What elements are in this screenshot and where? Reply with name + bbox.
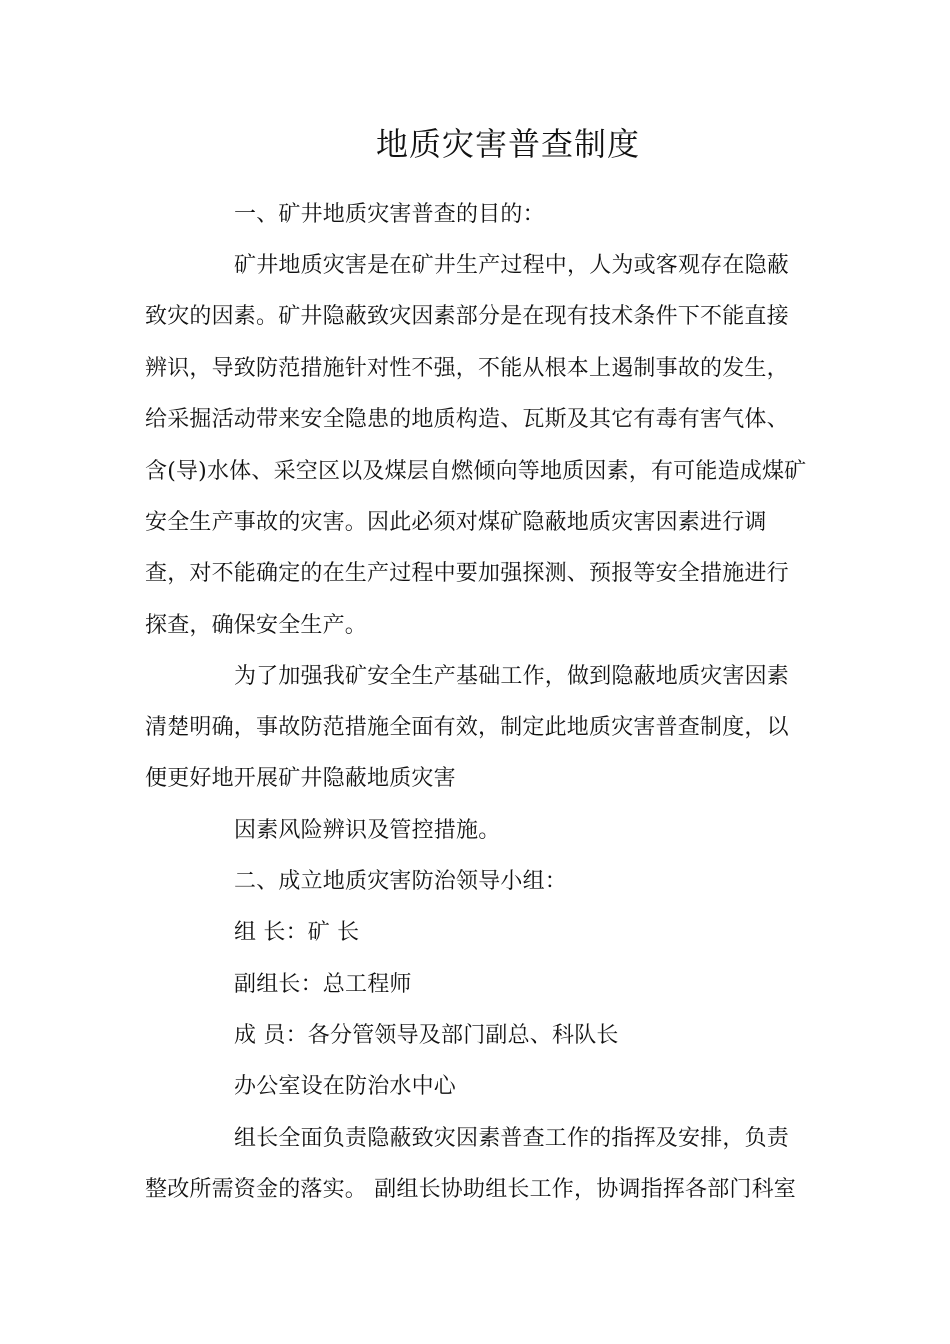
document-title: 地质灾害普查制度 [375, 125, 640, 163]
paragraph-line: 查，对不能确定的在生产过程中要加强探测、预报等安全措施进行 [145, 561, 789, 586]
paragraph-line: 含(导)水体、采空区以及煤层自燃倾向等地质因素，有可能造成煤矿 [145, 459, 807, 484]
paragraph-line: 给采掘活动带来安全隐患的地质构造、瓦斯及其它有毒有害气体、 [145, 407, 789, 432]
paragraph-line: 清楚明确，事故防范措施全面有效，制定此地质灾害普查制度，以 [145, 715, 789, 740]
paragraph-line: 因素风险辨识及管控措施。 [234, 818, 501, 843]
member-line: 副组长：总工程师 [234, 972, 412, 997]
office-line: 办公室设在防治水中心 [234, 1074, 457, 1099]
paragraph-line: 探查，确保安全生产。 [145, 613, 368, 638]
paragraph-line: 为了加强我矿安全生产基础工作，做到隐蔽地质灾害因素 [234, 664, 790, 689]
paragraph-line: 致灾的因素。矿井隐蔽致灾因素部分是在现有技术条件下不能直接 [145, 304, 789, 329]
paragraph-line: 辨识，导致防范措施针对性不强，不能从根本上遏制事故的发生， [145, 356, 789, 381]
section-heading: 一、矿井地质灾害普查的目的： [234, 202, 545, 227]
paragraph-line: 整改所需资金的落实。 副组长协助组长工作，协调指挥各部门科室 [145, 1177, 796, 1202]
paragraph-line: 矿井地质灾害是在矿井生产过程中，人为或客观存在隐蔽 [234, 253, 790, 278]
member-line: 成 员：各分管领导及部门副总、科队长 [234, 1023, 619, 1048]
section-heading: 二、成立地质灾害防治领导小组： [234, 869, 568, 894]
paragraph-line: 组长全面负责隐蔽致灾因素普查工作的指挥及安排，负责 [234, 1126, 790, 1151]
paragraph-line: 便更好地开展矿井隐蔽地质灾害 [145, 766, 456, 791]
member-line: 组 长：矿 长 [234, 920, 360, 945]
paragraph-line: 安全生产事故的灾害。因此必须对煤矿隐蔽地质灾害因素进行调 [145, 510, 767, 535]
